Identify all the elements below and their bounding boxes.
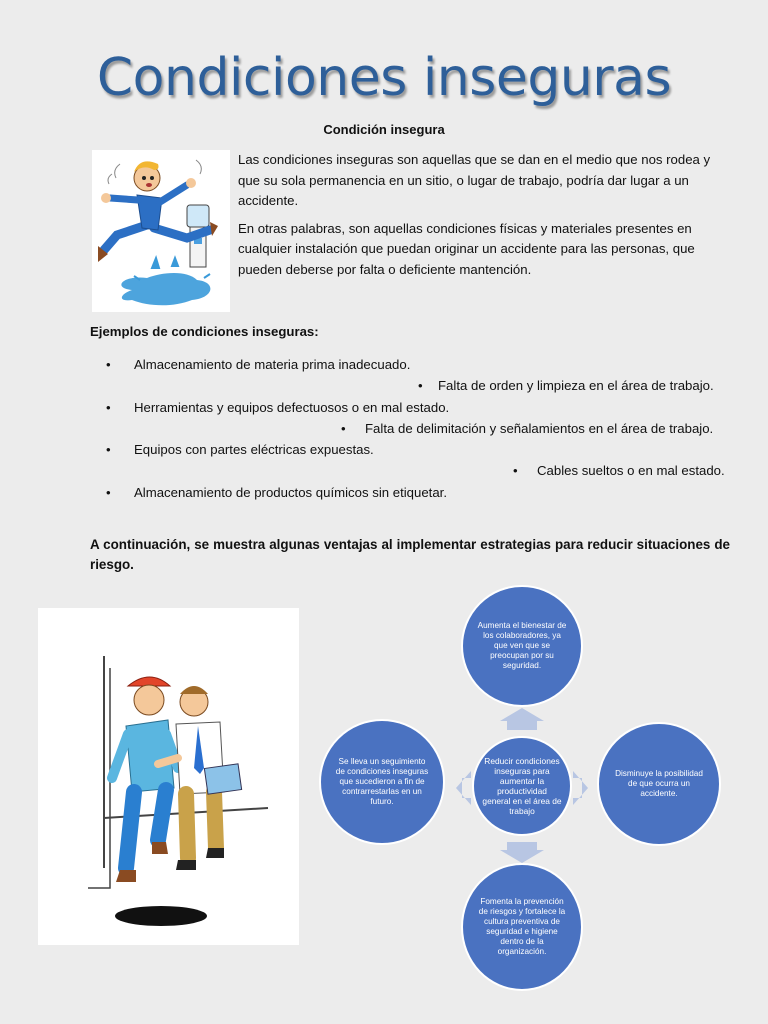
intro-paragraph-1: Las condiciones inseguras son aquellas que se dan en el medio que nos rodea y que su sola permanencia en un sitio, o lugar de trabajo, podría dar lugar a un accidente. bbox=[238, 152, 711, 208]
bullet-icon: • bbox=[106, 485, 111, 500]
arrow-right-icon bbox=[573, 771, 588, 805]
list-item bbox=[418, 378, 714, 393]
central-goal-node: Reducir condiciones inseguras para aumentar la productividad general en el área de trabajo bbox=[472, 736, 572, 836]
benefits-intro: A continuación, se muestra algunas ventajas al implementar estrategias para reducir situaciones de riesgo. bbox=[90, 537, 730, 572]
list-item-text: Cables sueltos o en mal estado. bbox=[537, 463, 725, 478]
list-item-text: Falta de orden y limpieza en el área de trabajo. bbox=[438, 378, 714, 393]
two-workers-illustration bbox=[38, 608, 299, 945]
list-item-text: Equipos con partes eléctricas expuestas. bbox=[134, 442, 374, 457]
section-subtitle: Condición insegura bbox=[323, 122, 445, 137]
slipping-worker-illustration bbox=[92, 150, 230, 312]
list-item bbox=[513, 463, 725, 478]
list-item-text: Almacenamiento de productos químicos sin etiquetar. bbox=[134, 485, 448, 500]
bullet-icon: • bbox=[106, 442, 111, 457]
benefit-node-left: Se lleva un seguimiento de condiciones inseguras que sucedieron a fin de contrarrestarlas en un futuro. bbox=[319, 719, 445, 845]
list-item-text: Almacenamiento de materia prima inadecuado. bbox=[134, 357, 411, 372]
list-item-text: Falta de delimitación y señalamientos en el área de trabajo. bbox=[365, 421, 714, 436]
bullet-icon: • bbox=[106, 357, 111, 372]
benefits-diagram bbox=[300, 580, 768, 1000]
benefit-node-right: Disminuye la posibilidad de que ocurra un accidente. bbox=[597, 722, 721, 846]
arrow-up-icon bbox=[500, 708, 544, 730]
page-title: Condiciones inseguras bbox=[96, 48, 672, 108]
bullet-icon: • bbox=[513, 463, 518, 478]
intro-text bbox=[238, 150, 716, 287]
examples-heading: Ejemplos de condiciones inseguras: bbox=[90, 324, 319, 339]
benefit-node-top: Aumenta el bienestar de los colaboradores, ya que ven que se preocupan por su seguridad. bbox=[461, 585, 583, 707]
bullet-icon: • bbox=[418, 378, 423, 393]
bullet-icon: • bbox=[106, 400, 111, 415]
list-item bbox=[106, 442, 374, 457]
list-item bbox=[341, 421, 713, 436]
bullet-icon: • bbox=[341, 421, 346, 436]
intro-paragraph-2: En otras palabras, son aquellas condiciones físicas y materiales presentes en cualquier instalación que puedan originar un accidente para las personas, que pueden deberse por falta o deficiente mantención. bbox=[238, 220, 695, 277]
list-item bbox=[106, 357, 410, 372]
arrow-left-icon bbox=[456, 771, 471, 805]
arrow-down-icon bbox=[500, 842, 544, 863]
benefit-node-bottom: Fomenta la prevención de riesgos y fortalece la cultura preventiva de seguridad e higiene dentro de la organización. bbox=[461, 863, 583, 991]
list-item bbox=[106, 400, 449, 415]
list-item bbox=[106, 485, 447, 500]
list-item-text: Herramientas y equipos defectuosos o en mal estado. bbox=[134, 400, 450, 415]
